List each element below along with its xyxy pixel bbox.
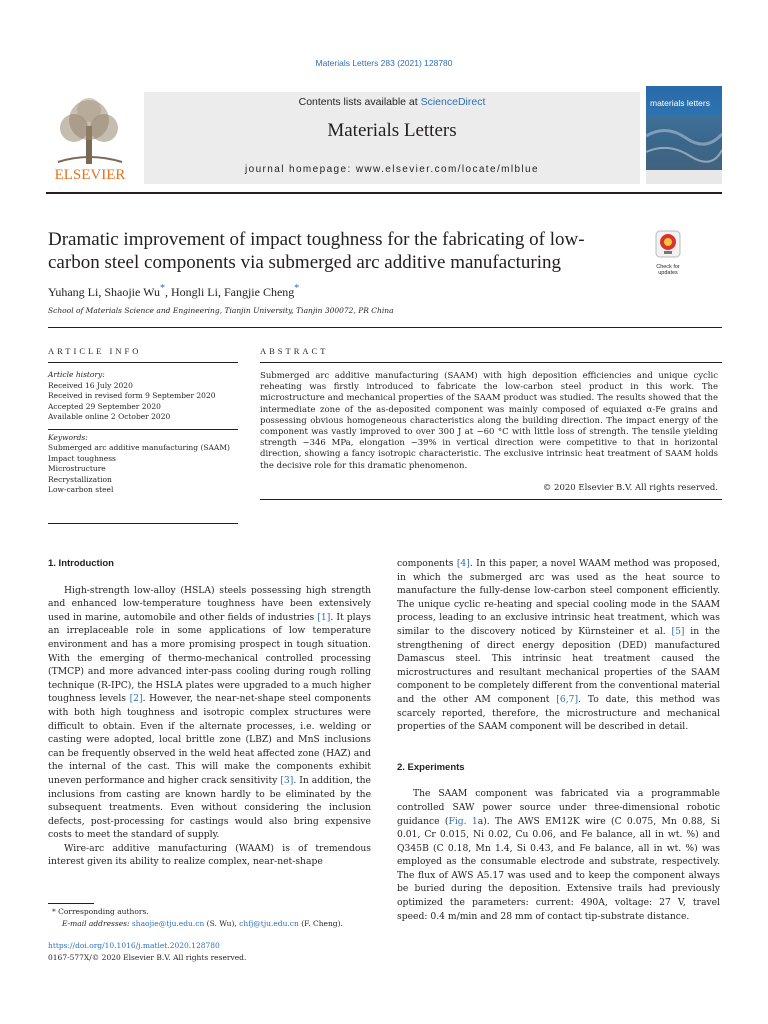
history-item: Received in revised form 9 September 2020 — [48, 391, 216, 400]
header-divider — [46, 192, 722, 194]
keyword-item[interactable]: Impact toughness — [48, 453, 116, 463]
article-title: Dramatic improvement of impact toughness for the fabricating of low-carbon steel components via submerged arc additive manufacturing — [48, 229, 585, 273]
paragraph: Wire-arc additive manufacturing (WAAM) is of tremendous interest given its ability to realize complex, near-net-shape — [48, 842, 371, 868]
figure-link[interactable]: Fig. 1 — [448, 815, 478, 827]
keyword-item[interactable]: Recrystallization — [48, 474, 112, 484]
abstract-heading: ABSTRACT — [260, 346, 329, 356]
abstract-copyright: © 2020 Elsevier B.V. All rights reserved. — [542, 483, 718, 493]
email-link[interactable]: chfj@tju.edu.cn — [239, 918, 299, 928]
section-divider — [48, 327, 722, 328]
contents-prefix: Contents lists available at — [298, 96, 421, 108]
history-item: Accepted 29 September 2020 — [48, 401, 161, 411]
email-link[interactable]: shaojie@tju.edu.cn — [131, 918, 205, 928]
journal-masthead — [144, 92, 640, 184]
journal-cover-thumbnail[interactable] — [646, 86, 722, 184]
reference-link[interactable]: [6,7] — [556, 693, 579, 705]
article-info-heading: ARTICLE INFO — [48, 346, 142, 356]
check-updates-icon — [655, 230, 681, 258]
info-bottom-rule — [48, 523, 238, 524]
reference-link[interactable]: [4] — [456, 558, 470, 569]
author-names-2: , Hongli Li, Fangjie Cheng — [164, 285, 295, 299]
corresponding-note: * Corresponding authors. — [52, 907, 149, 916]
elsevier-tree-icon — [46, 92, 134, 184]
reference-link[interactable]: [5] — [671, 625, 685, 637]
author-names-1: Yuhang Li, Shaojie Wu — [48, 285, 160, 299]
email-line: E-mail addresses: shaojie@tju.edu.cn (S. Wu), chfj@tju.edu.cn (F. Cheng). — [62, 918, 343, 928]
body-right-column — [397, 557, 720, 923]
footnotes — [48, 906, 371, 929]
section-heading-experiments: 2. Experiments — [397, 761, 465, 773]
issn-line: 0167-577X/© 2020 Elsevier B.V. All rights reserved. — [48, 952, 247, 962]
section-heading-introduction: 1. Introduction — [48, 558, 114, 569]
corresponding-author-marker[interactable]: * — [294, 283, 300, 294]
keyword-item[interactable]: Microstructure — [48, 464, 106, 473]
paragraph: High-strength low-alloy (HSLA) steels possessing high strength and enhanced low-temperature toughness have been extensively used in marine, automobile and other fields of industries [1]. It plays an irreplaceable role in some applications of low temperature environment and has a more promising prospect in tough situation. With the emerging of thermo-mechanical controlled processing (TMCP) and more advanced inter-pass cooling during rough rolling technique (R-IPC), the HSLA plates were upgraded to a much higher toughness levels [2]. However, the near-net-shape steel components with both high toughness and isotropic complex structures were difficult to obtain. Even if the alternate processes, i.e. welding or casting were adopted, local brittle zone (LBZ) and MnS inclusions can be frequently observed in the weld heat affected zone (HAZ) and the internal of the cast. This will make the components exhibit uneven performance and higher crack sensitivity [3]. In addition, the inclusions from casting are known hardly to be eliminated by the subsequent treatments. Even without considering the inclusion defects, post-processing for castings would also bring expensive costs to meet the standard of supply. — [48, 584, 371, 841]
cover-image-icon — [646, 86, 722, 184]
reference-link[interactable]: [3] — [280, 774, 294, 786]
history-item: Received 16 July 2020 — [48, 380, 133, 390]
contents-line — [144, 96, 640, 108]
front-matter — [48, 940, 246, 963]
abstract-text: Submerged arc additive manufacturing (SAAM) with high deposition efficiencies and unique cyclic reheating was firstly introduced to fabricate the low-carbon steel product in this work. The microstructure and mechanical properties of the SAAM product was studied. The results showed that the intermediate zone of the as-deposited component was mainly composed of equiaxed α-Fe grains and possessing obvious homogeneous characteristics along the building direction. The impact energy of the component was vastly improved to over 300 J at −60 °C with little loss of strength. The tensile yielding strength −346 MPa, elongation −39% in vertical direction were competitive to that in horizontal direction, showing a fancy isotropic characteristic. The exclusive intrinsic heat treatment of SAAM holds the decisive role for this dramatic phenomenon. — [260, 371, 718, 471]
check-updates-label: Check for updates — [656, 264, 680, 276]
paragraph: The SAAM component was fabricated via a programmable controlled SAW power source under three-dimensional robotic guidance (Fig. 1a). The AWS EM12K wire (C 0.075, Mn 0.88, Si 0.01, Cr 0.015, Ni 0.02, Cu 0.06, and Fe balance, all in wt. %) and Q345B (C 0.18, Mn 1.4, Si 0.43, and Fe balance, all in wt. %) was employed as the consumable electrode and substrate, respectively. The flux of AWS A5.17 was used and to keep the component always be buried during the deposition. Extensive trails had previously optimized the parameters: current: 490A, voltage: 27 V, travel speed: 0.4 m/min and 28 mm of contact tip-substrate distance. — [397, 788, 720, 922]
affiliation: School of Materials Science and Engineering, Tianjin University, Tianjin 300072, PR China — [48, 306, 394, 315]
cover-title: materials letters — [650, 98, 710, 108]
author-list — [48, 283, 299, 300]
check-for-updates-button[interactable] — [652, 230, 684, 276]
elsevier-logo[interactable] — [46, 92, 134, 184]
sciencedirect-link[interactable]: ScienceDirect — [420, 96, 486, 108]
history-heading: Article history: — [48, 370, 105, 379]
reference-link[interactable]: [2] — [129, 693, 143, 705]
doi-link[interactable]: https://doi.org/10.1016/j.matlet.2020.128780 — [48, 941, 220, 950]
history-item: Available online 2 October 2020 — [48, 412, 171, 421]
keywords-rule — [48, 429, 238, 430]
elsevier-wordmark: ELSEVIER — [54, 167, 126, 183]
journal-homepage[interactable]: journal homepage: www.elsevier.com/locate/mlblue — [245, 164, 539, 175]
keyword-item[interactable]: Low-carbon steel — [48, 485, 114, 494]
article-info-rule — [48, 362, 238, 363]
corresponding-author-marker[interactable]: * — [159, 283, 165, 294]
keywords-heading: Keywords: — [48, 432, 88, 442]
journal-name: Materials Letters — [327, 120, 457, 141]
footnote-rule — [48, 903, 94, 904]
paragraph: components [4]. In this paper, a novel WAAM method was proposed, in which the submerged arc was used as the heat source to manufacture the fully-dense low-carbon steel component efficiently. The unique cyclic re-heating and special cooling mode in the SAAM process, leading to an exclusive intrinsic heat treatment, which was similar to the discovery noticed by Kürnsteiner et al. [5] in the strengthening of direct energy deposition (DED) manufactured Damascus steel. This intrinsic heat treatment caused the microstructures and resultant mechanical properties of the SAAM component to be completely different from the conventional material and the other AM component [6,7]. To date, this method was scarcely reported, therefore, the microstructure and mechanical properties of the SAAM component will be described in detail. — [397, 558, 721, 733]
reference-link[interactable]: [1] — [317, 611, 331, 623]
keyword-item[interactable]: Submerged arc additive manufacturing (SAAM) — [48, 443, 230, 452]
article-info — [48, 370, 238, 496]
body-left-column — [48, 557, 371, 869]
abstract-rule — [260, 362, 722, 363]
journal-citation[interactable]: Materials Letters 283 (2021) 128780 — [315, 58, 453, 68]
abstract-bottom-rule — [260, 499, 722, 500]
